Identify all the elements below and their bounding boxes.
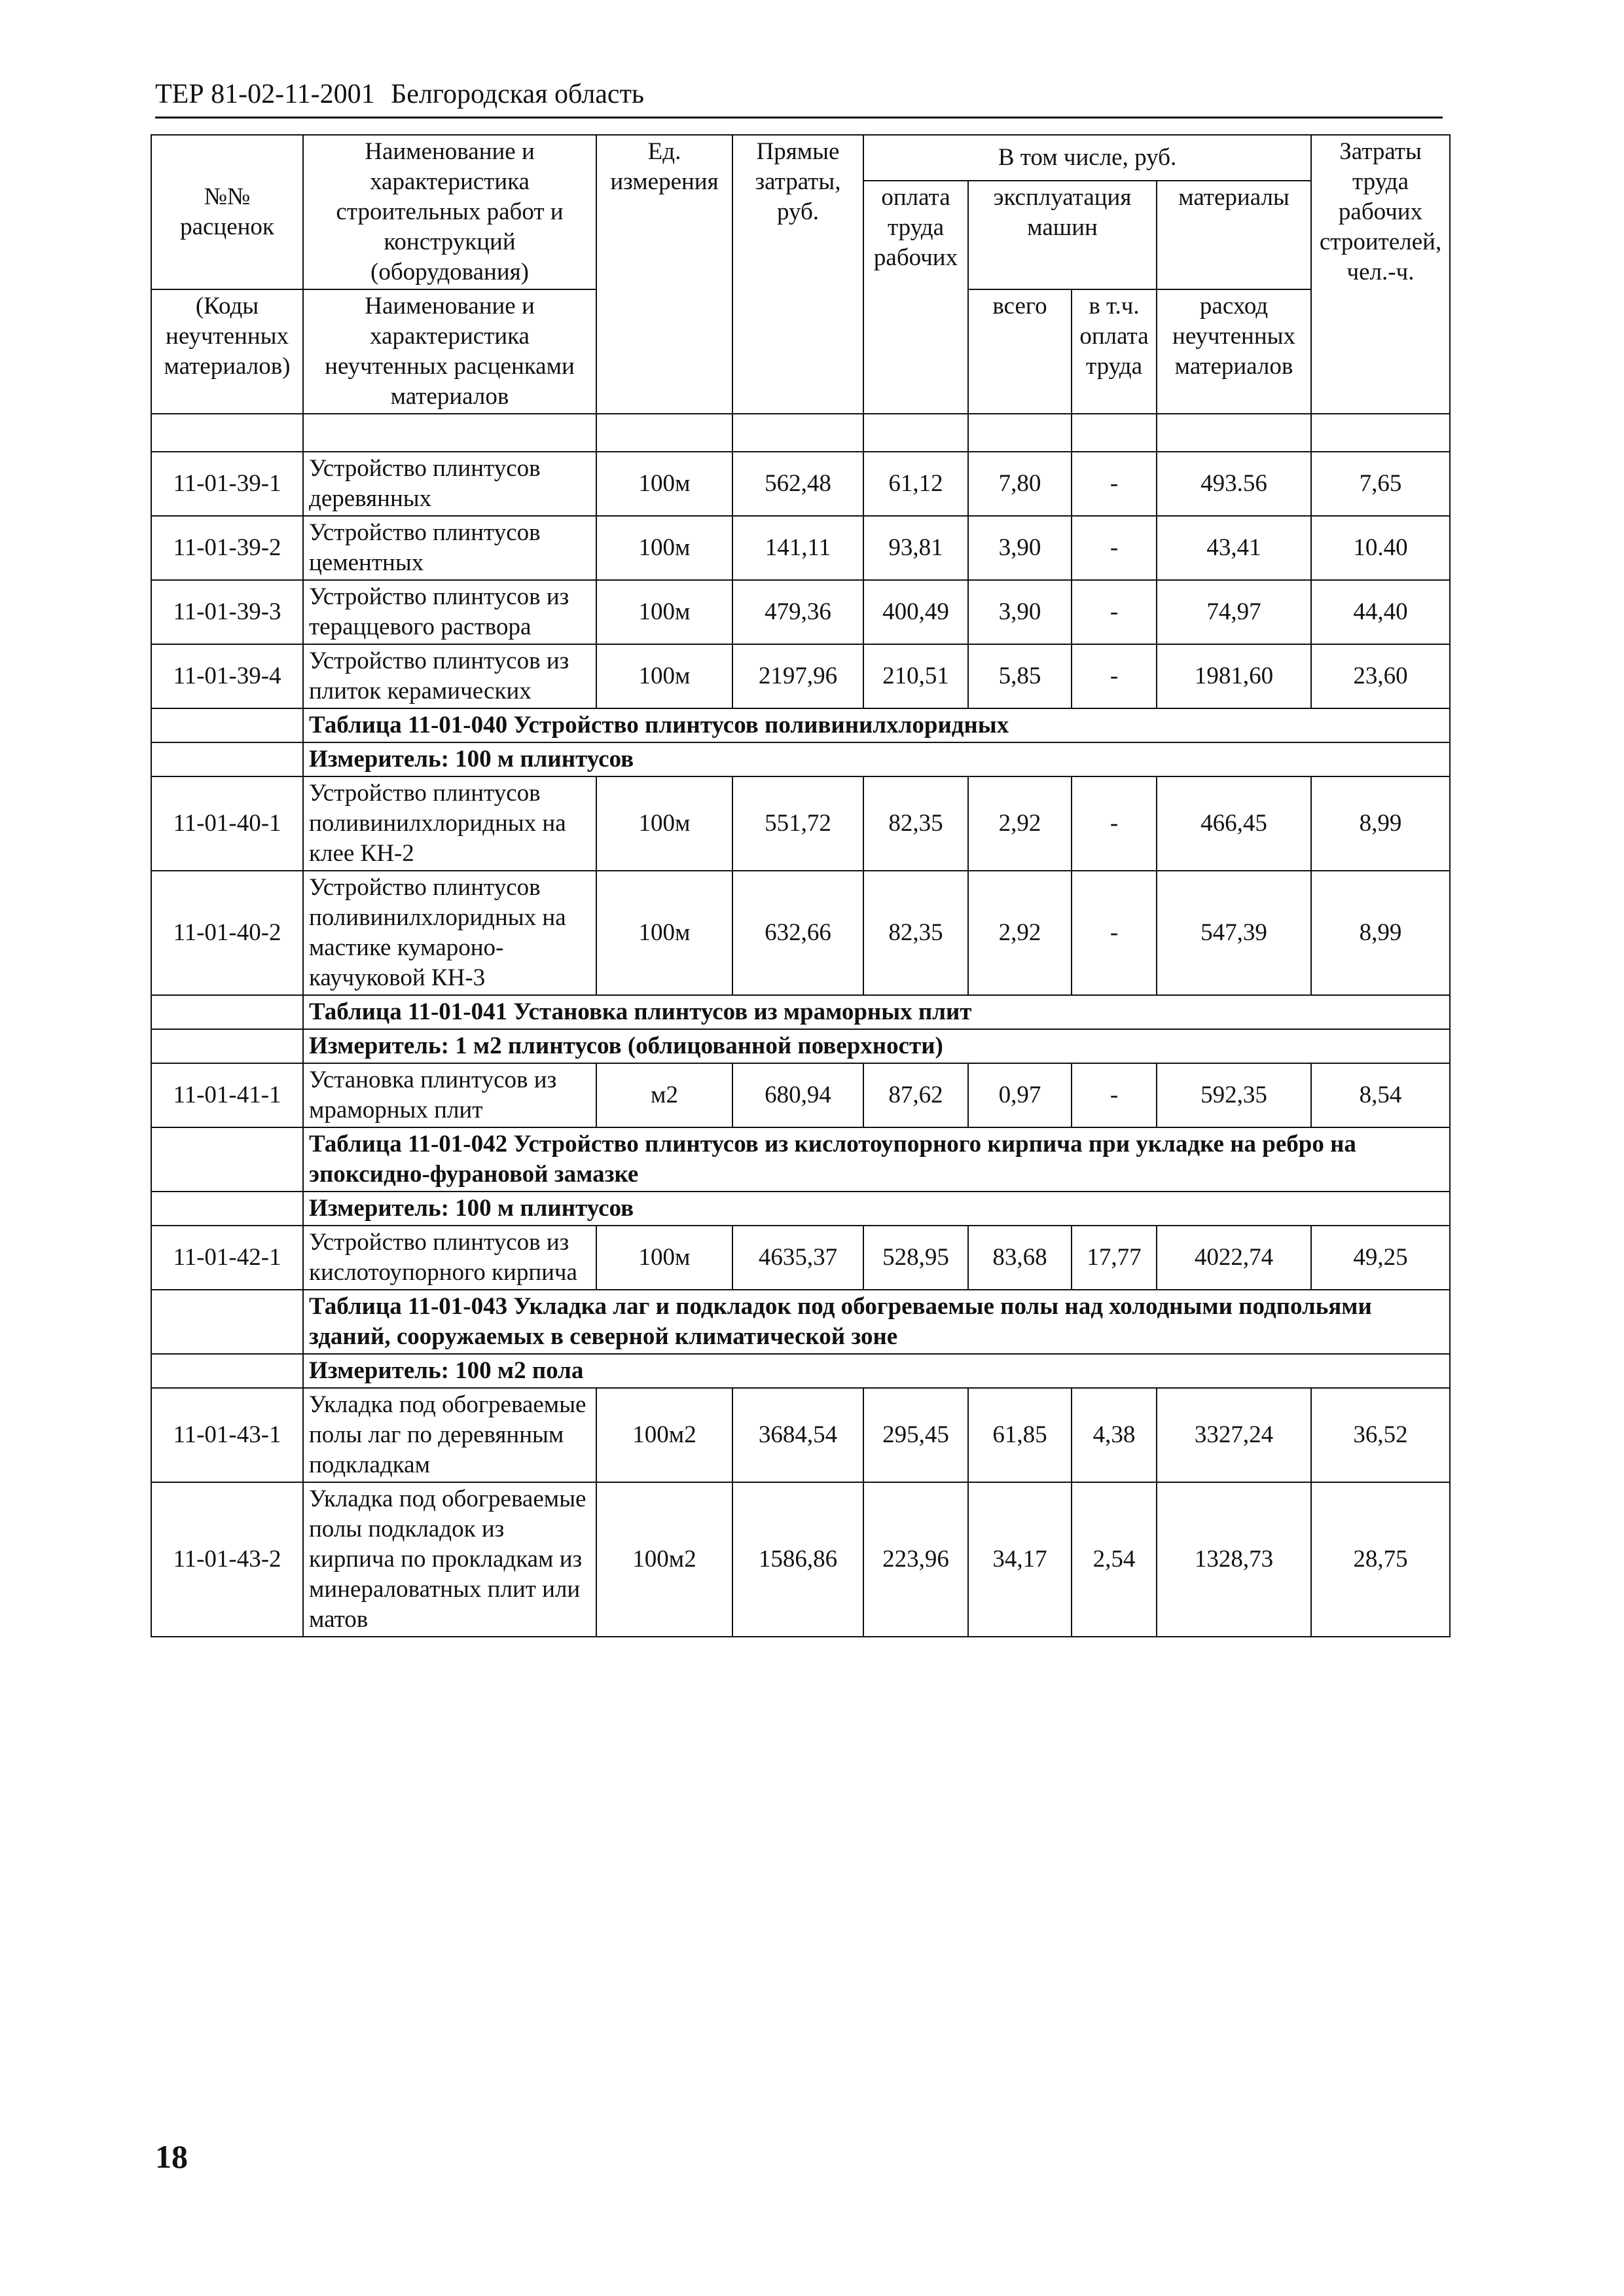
table-row [151, 516, 1450, 580]
cell-code: 11-01-39-3 [151, 580, 303, 644]
measure-row [151, 1354, 1450, 1388]
cell-machines: 0,97 [968, 1063, 1072, 1127]
cell-name: Укладка под обогреваемые полы лаг по деревянным подкладкам [303, 1388, 596, 1482]
cell-materials: 1328,73 [1157, 1482, 1311, 1637]
cell-name: Устройство плинтусов поливинилхлоридных на мастике кумароно-каучуковой КН-3 [303, 871, 596, 995]
cell-machines: 2,92 [968, 776, 1072, 871]
cell-machines: 34,17 [968, 1482, 1072, 1637]
cell-m-wage: - [1072, 644, 1157, 708]
cell-m-wage: 4,38 [1072, 1388, 1157, 1482]
section-code-cell [151, 1127, 303, 1192]
region-name: Белгородская область [391, 79, 645, 109]
col-incl: В том числе, руб. [863, 135, 1311, 181]
cell-machines: 3,90 [968, 580, 1072, 644]
cell-materials: 493.56 [1157, 452, 1311, 516]
cell-wage: 82,35 [863, 776, 968, 871]
doc-code: ТЕР 81-02-11-2001 [155, 79, 375, 109]
cell-direct: 632,66 [732, 871, 863, 995]
cell-direct: 551,72 [732, 776, 863, 871]
spacer-row [151, 414, 1450, 452]
cell-unit: 100м [596, 871, 732, 995]
cell-m-wage: - [1072, 452, 1157, 516]
cell-materials: 592,35 [1157, 1063, 1311, 1127]
measure-text: Измеритель: 1 м2 плинтусов (облицованной поверхности) [303, 1029, 1450, 1063]
cell-labor: 7,65 [1311, 452, 1450, 516]
cell-code: 11-01-39-1 [151, 452, 303, 516]
table-row [151, 580, 1450, 644]
cell-machines: 5,85 [968, 644, 1072, 708]
cell-unit: 100м [596, 580, 732, 644]
cell-wage: 295,45 [863, 1388, 968, 1482]
cell-m-wage: - [1072, 1063, 1157, 1127]
cell-machines: 83,68 [968, 1226, 1072, 1290]
cell-code: 11-01-43-2 [151, 1482, 303, 1637]
cell-name: Укладка под обогреваемые полы подкладок из кирпича по прокладкам из минераловатных плит или матов [303, 1482, 596, 1637]
col-mat-sub: расход неучтенных материалов [1157, 289, 1311, 414]
section-code-cell [151, 995, 303, 1029]
cell-code: 11-01-41-1 [151, 1063, 303, 1127]
col-materials: материалы [1157, 181, 1311, 289]
cell-code: 11-01-43-1 [151, 1388, 303, 1482]
cell-unit: 100м [596, 516, 732, 580]
cell-name: Устройство плинтусов из тераццевого раствора [303, 580, 596, 644]
table-section-title-row [151, 1127, 1450, 1192]
cell-materials: 466,45 [1157, 776, 1311, 871]
col-machines: эксплуатация машин [968, 181, 1157, 289]
table-row [151, 1063, 1450, 1127]
cell-name: Устройство плинтусов цементных [303, 516, 596, 580]
measure-code-cell [151, 742, 303, 776]
cell-m-wage: - [1072, 776, 1157, 871]
cell-unit: 100м [596, 452, 732, 516]
col-name: Наименование и характеристика строительных работ и конструкций (оборудования) [303, 135, 596, 289]
cell-m-wage: - [1072, 580, 1157, 644]
cell-direct: 4635,37 [732, 1226, 863, 1290]
cell-name: Устройство плинтусов из плиток керамических [303, 644, 596, 708]
cell-direct: 1586,86 [732, 1482, 863, 1637]
cell-name: Устройство плинтусов деревянных [303, 452, 596, 516]
measure-row [151, 742, 1450, 776]
measure-code-cell [151, 1354, 303, 1388]
col-wage: оплата труда рабочих [863, 181, 968, 414]
cell-code: 11-01-40-2 [151, 871, 303, 995]
cell-materials: 547,39 [1157, 871, 1311, 995]
table-head [151, 135, 1450, 452]
col-labor: Затраты труда рабочих строителей, чел.-ч. [1311, 135, 1450, 414]
table-row [151, 871, 1450, 995]
table-row [151, 644, 1450, 708]
cell-materials: 4022,74 [1157, 1226, 1311, 1290]
table-row [151, 1388, 1450, 1482]
cell-code: 11-01-42-1 [151, 1226, 303, 1290]
section-title: Таблица 11-01-040 Устройство плинтусов поливинилхлоридных [303, 708, 1450, 742]
cell-materials: 1981,60 [1157, 644, 1311, 708]
cell-wage: 528,95 [863, 1226, 968, 1290]
cell-name: Установка плинтусов из мраморных плит [303, 1063, 596, 1127]
rates-table [151, 134, 1451, 1637]
col-direct: Прямые затраты, руб. [732, 135, 863, 414]
section-title: Таблица 11-01-043 Укладка лаг и подкладок под обогреваемые полы над холодными подпольями зданий, сооружаемых в северной климатической зоне [303, 1290, 1450, 1354]
cell-labor: 36,52 [1311, 1388, 1450, 1482]
cell-materials: 74,97 [1157, 580, 1311, 644]
cell-materials: 43,41 [1157, 516, 1311, 580]
measure-text: Измеритель: 100 м плинтусов [303, 742, 1450, 776]
cell-code: 11-01-39-4 [151, 644, 303, 708]
cell-labor: 8,54 [1311, 1063, 1450, 1127]
col-unit: Ед. измерения [596, 135, 732, 414]
cell-code: 11-01-39-2 [151, 516, 303, 580]
section-code-cell [151, 1290, 303, 1354]
cell-m-wage: - [1072, 871, 1157, 995]
cell-labor: 8,99 [1311, 776, 1450, 871]
cell-wage: 210,51 [863, 644, 968, 708]
cell-direct: 680,94 [732, 1063, 863, 1127]
measure-code-cell [151, 1029, 303, 1063]
cell-m-wage: 17,77 [1072, 1226, 1157, 1290]
section-code-cell [151, 708, 303, 742]
section-title: Таблица 11-01-041 Установка плинтусов из мраморных плит [303, 995, 1450, 1029]
cell-machines: 7,80 [968, 452, 1072, 516]
cell-unit: 100м [596, 644, 732, 708]
col-codes-sub: (Коды неучтенных материалов) [151, 289, 303, 414]
cell-m-wage: - [1072, 516, 1157, 580]
measure-code-cell [151, 1192, 303, 1226]
cell-labor: 28,75 [1311, 1482, 1450, 1637]
cell-unit: 100м [596, 1226, 732, 1290]
cell-direct: 2197,96 [732, 644, 863, 708]
cell-direct: 141,11 [732, 516, 863, 580]
section-title: Таблица 11-01-042 Устройство плинтусов из кислотоупорного кирпича при укладке на ребро на эпоксидно-фурановой замазке [303, 1127, 1450, 1192]
measure-text: Измеритель: 100 м2 пола [303, 1354, 1450, 1388]
cell-unit: 100м [596, 776, 732, 871]
cell-m-wage: 2,54 [1072, 1482, 1157, 1637]
table-section-title-row [151, 1290, 1450, 1354]
table-row [151, 1482, 1450, 1637]
cell-unit: 100м2 [596, 1388, 732, 1482]
cell-name: Устройство плинтусов из кислотоупорного кирпича [303, 1226, 596, 1290]
col-m-wage: в т.ч. оплата труда [1072, 289, 1157, 414]
cell-labor: 23,60 [1311, 644, 1450, 708]
cell-labor: 10.40 [1311, 516, 1450, 580]
table-row [151, 1226, 1450, 1290]
cell-name: Устройство плинтусов поливинилхлоридных на клее КН-2 [303, 776, 596, 871]
table-body [151, 452, 1450, 1637]
cell-machines: 2,92 [968, 871, 1072, 995]
col-codes: №№ расценок [151, 135, 303, 289]
cell-code: 11-01-40-1 [151, 776, 303, 871]
col-name-sub: Наименование и характеристика неучтенных расценками материалов [303, 289, 596, 414]
cell-labor: 44,40 [1311, 580, 1450, 644]
page-header [155, 77, 1443, 118]
cell-wage: 87,62 [863, 1063, 968, 1127]
cell-wage: 82,35 [863, 871, 968, 995]
cell-machines: 61,85 [968, 1388, 1072, 1482]
cell-direct: 562,48 [732, 452, 863, 516]
cell-wage: 93,81 [863, 516, 968, 580]
table-row [151, 452, 1450, 516]
measure-row [151, 1029, 1450, 1063]
table-section-title-row [151, 708, 1450, 742]
cell-wage: 400,49 [863, 580, 968, 644]
cell-unit: 100м2 [596, 1482, 732, 1637]
cell-materials: 3327,24 [1157, 1388, 1311, 1482]
cell-labor: 8,99 [1311, 871, 1450, 995]
page-number: 18 [155, 2138, 188, 2175]
measure-text: Измеритель: 100 м плинтусов [303, 1192, 1450, 1226]
table-section-title-row [151, 995, 1450, 1029]
cell-unit: м2 [596, 1063, 732, 1127]
cell-labor: 49,25 [1311, 1226, 1450, 1290]
cell-wage: 61,12 [863, 452, 968, 516]
cell-direct: 479,36 [732, 580, 863, 644]
cell-machines: 3,90 [968, 516, 1072, 580]
cell-wage: 223,96 [863, 1482, 968, 1637]
table-row [151, 776, 1450, 871]
measure-row [151, 1192, 1450, 1226]
cell-direct: 3684,54 [732, 1388, 863, 1482]
col-m-total: всего [968, 289, 1072, 414]
